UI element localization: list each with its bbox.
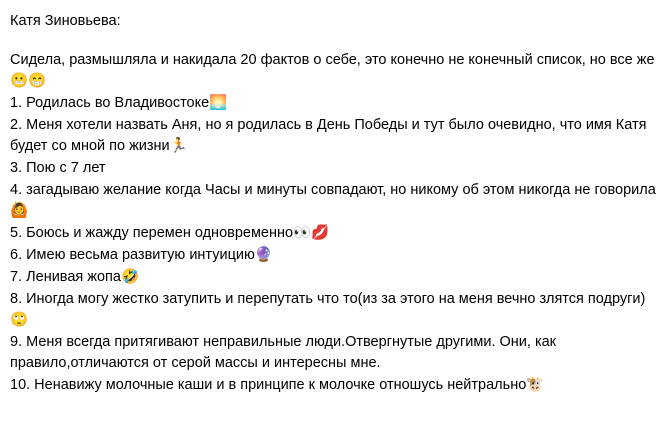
- list-item: 6. Имею весьма развитую интуицию🔮: [10, 247, 273, 263]
- list-item: 8. Иногда могу жестко затупить и перепутать что то(из за этого на меня вечно злятся подруги)🙄: [10, 291, 646, 328]
- list-item: 4. загадываю желание когда Часы и минуты совпадают, но никому об этом никогда не говорила🙆: [10, 182, 656, 219]
- list-item: 1. Родилась во Владивостоке🌅: [10, 95, 228, 111]
- list-item: 5. Боюсь и жажду перемен одновременно👀💋: [10, 225, 330, 241]
- list-item: 2. Меня хотели назвать Аня, но я родилась в День Победы и тут было очевидно, что имя Катя будет со мной по жизни🏃: [10, 117, 651, 154]
- list-item: 7. Ленивая жопа🤣: [10, 269, 140, 285]
- list-item: 3. Пою с 7 лет: [10, 160, 106, 176]
- list-item: 10. Ненавижу молочные каши и в принципе к молочке отношусь нейтрально🐮: [10, 377, 545, 393]
- intro-paragraph: Сидела, размышляла и накидала 20 фактов о себе, это конечно не конечный список, но все же😬😁: [10, 52, 655, 89]
- list-item: 9. Меня всегда притягивают неправильные люди.Отвергнутые другими. Они, как правило,отличаются от серой массы и интересны мне.: [10, 334, 561, 371]
- author-name: Катя Зиновьева:: [10, 13, 121, 29]
